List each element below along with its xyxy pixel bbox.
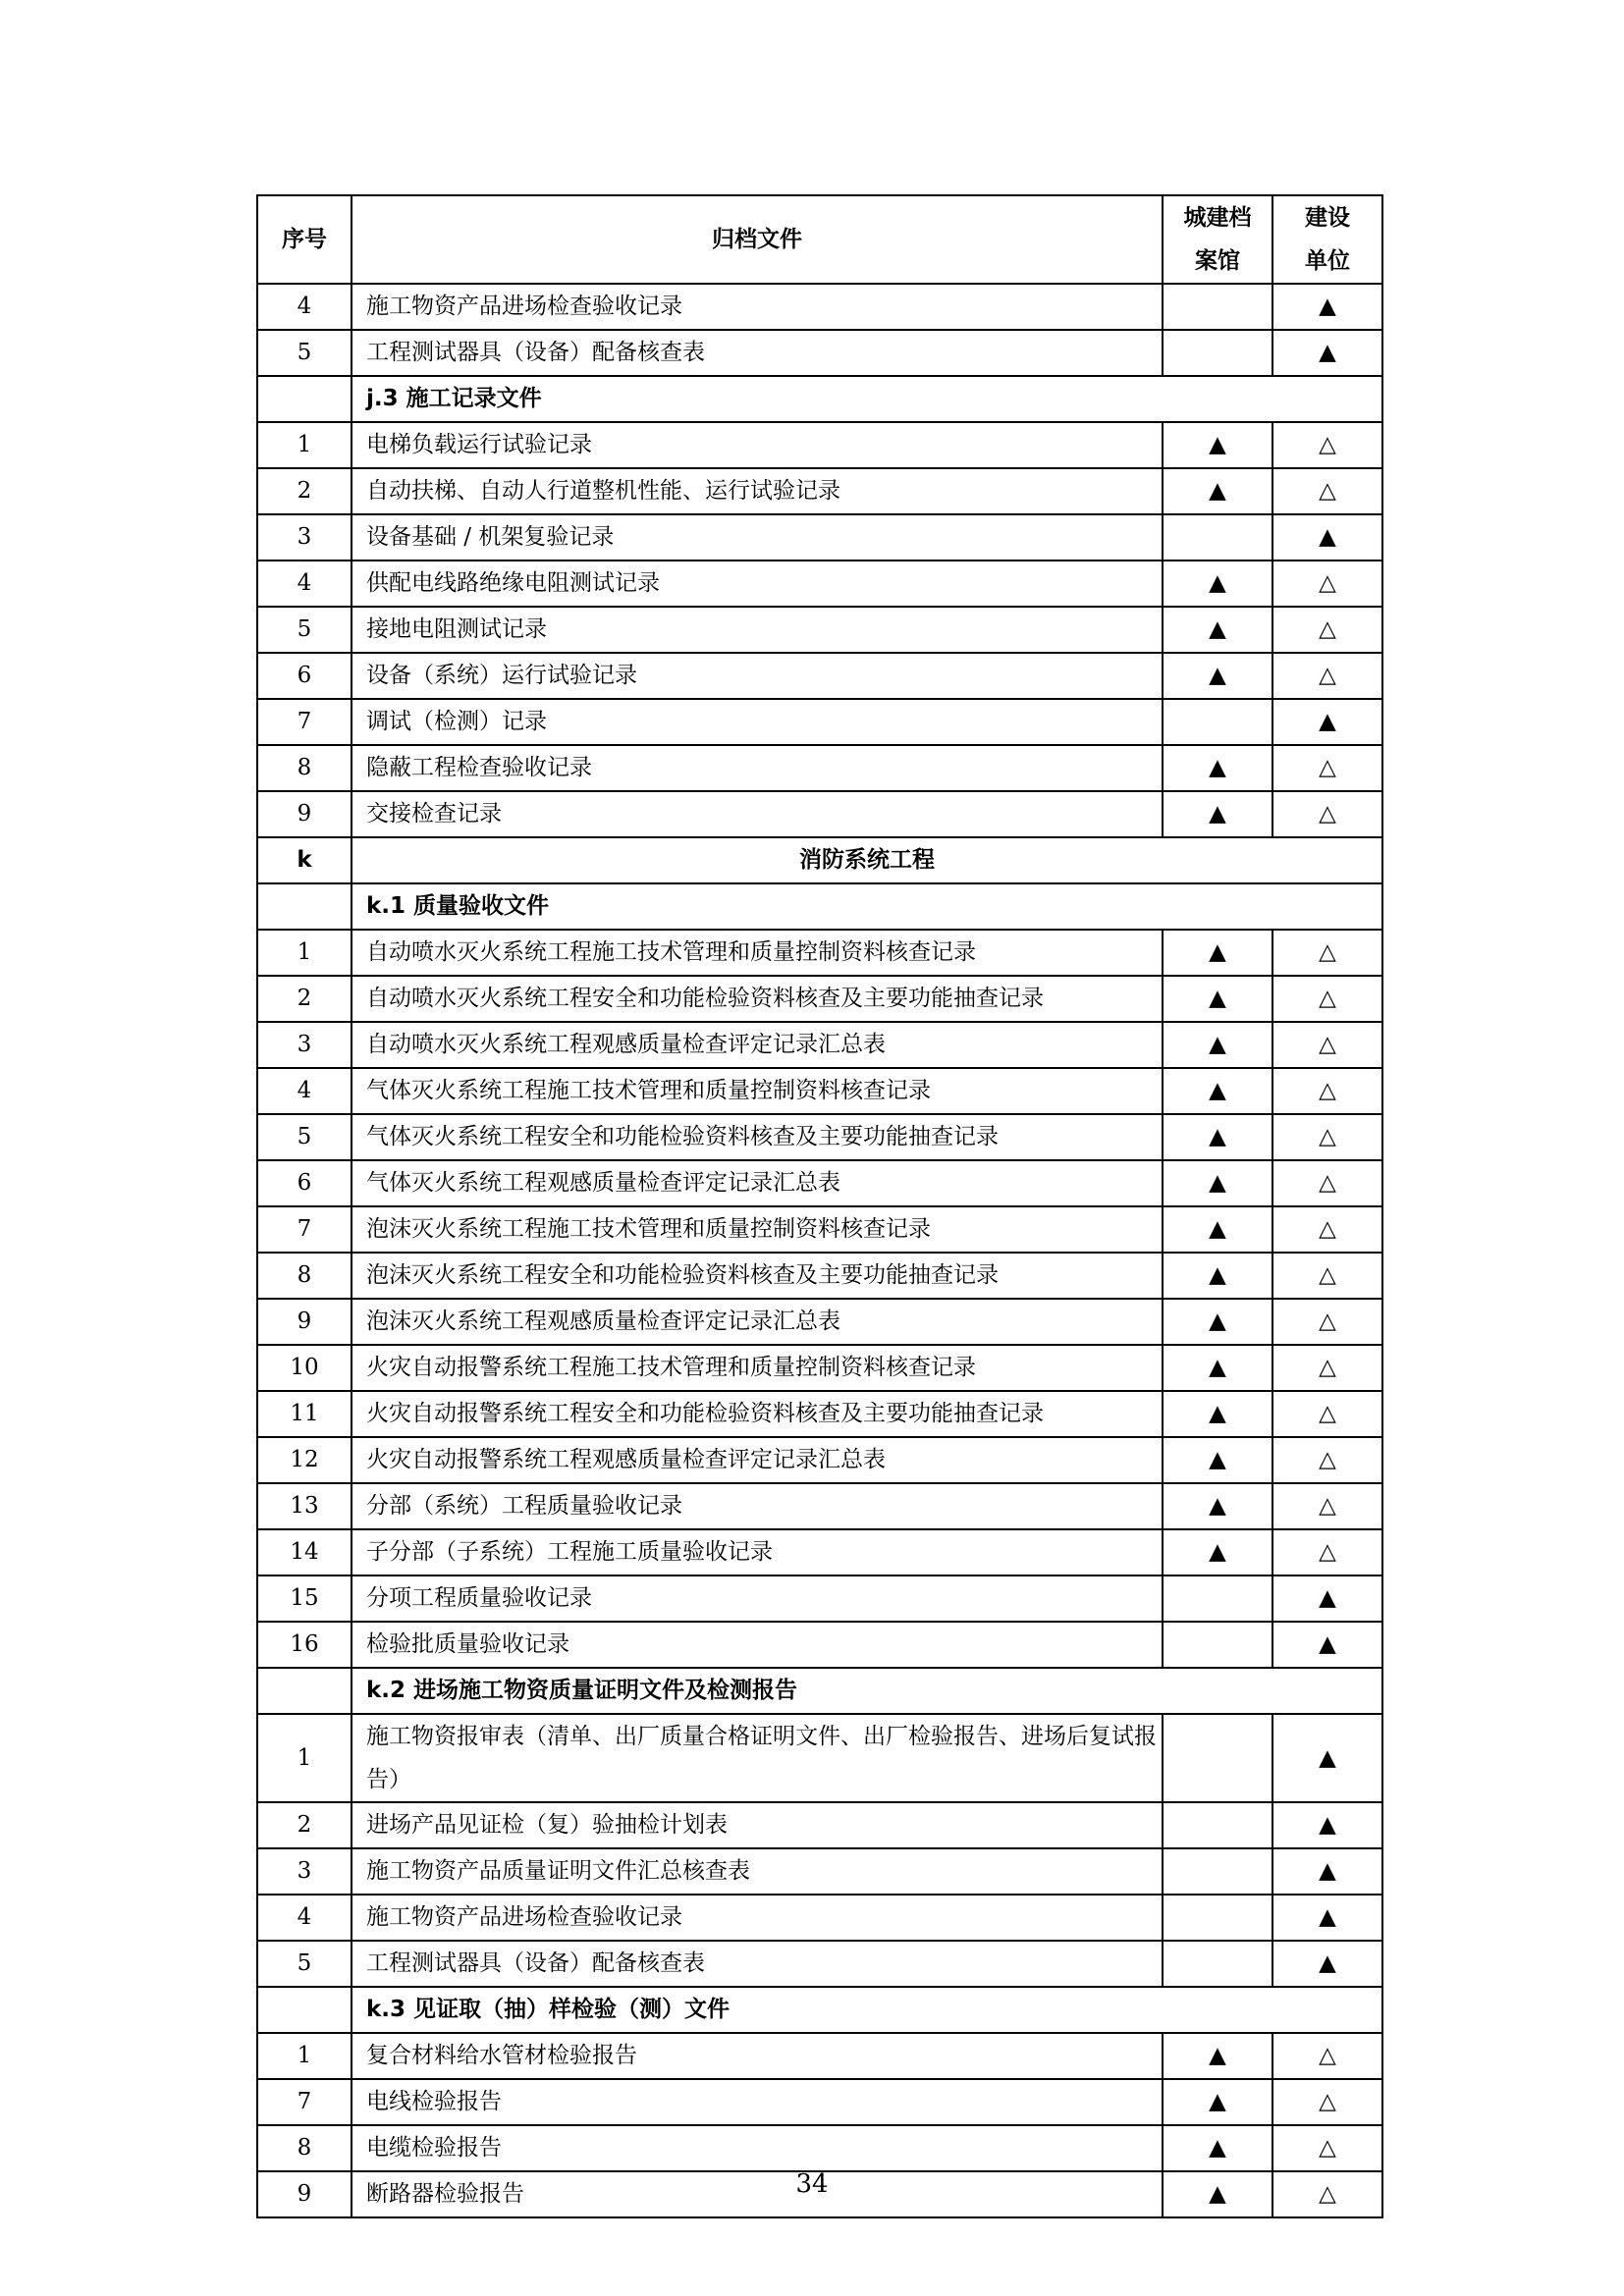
row-archive-mark: ▲ xyxy=(1163,1022,1272,1068)
table-header-row xyxy=(257,195,1382,284)
table-row xyxy=(257,1068,1382,1114)
row-archive-mark: ▲ xyxy=(1163,422,1272,468)
row-number: 8 xyxy=(257,745,352,791)
section-number xyxy=(257,1668,352,1714)
row-document: 分项工程质量验收记录 xyxy=(352,1575,1163,1622)
row-archive-mark: ▲ xyxy=(1163,930,1272,976)
row-archive-mark: ▲ xyxy=(1163,2079,1272,2125)
row-archive-mark: ▲ xyxy=(1163,2033,1272,2079)
section-number xyxy=(257,1987,352,2033)
row-document: 泡沫灭火系统工程观感质量检查评定记录汇总表 xyxy=(352,1299,1163,1345)
row-builder-mark: ▲ xyxy=(1272,1895,1382,1941)
row-archive-mark: ▲ xyxy=(1163,1299,1272,1345)
row-archive-mark xyxy=(1163,1941,1272,1987)
row-archive-mark xyxy=(1163,1848,1272,1895)
row-number: 9 xyxy=(257,1299,352,1345)
row-archive-mark: ▲ xyxy=(1163,1483,1272,1529)
row-number: 6 xyxy=(257,1160,352,1206)
table-row xyxy=(257,1802,1382,1848)
row-builder-mark: △ xyxy=(1272,1391,1382,1437)
row-document: 复合材料给水管材检验报告 xyxy=(352,2033,1163,2079)
archive-table xyxy=(256,194,1383,2218)
category-title: 消防系统工程 xyxy=(352,837,1382,883)
row-number: 3 xyxy=(257,1848,352,1895)
row-document: 设备基础 / 机架复验记录 xyxy=(352,514,1163,561)
table-row xyxy=(257,284,1382,330)
header-builder-line2: 单位 xyxy=(1305,248,1350,274)
row-number: 2 xyxy=(257,1802,352,1848)
row-archive-mark xyxy=(1163,1622,1272,1668)
row-builder-mark: ▲ xyxy=(1272,1848,1382,1895)
table-row xyxy=(257,653,1382,699)
table-row xyxy=(257,1529,1382,1575)
row-builder-mark: △ xyxy=(1272,745,1382,791)
row-document: 泡沫灭火系统工程安全和功能检验资料核查及主要功能抽查记录 xyxy=(352,1253,1163,1299)
row-number: 7 xyxy=(257,2079,352,2125)
row-builder-mark: ▲ xyxy=(1272,1575,1382,1622)
section-number xyxy=(257,376,352,422)
row-document: 设备（系统）运行试验记录 xyxy=(352,653,1163,699)
table-row xyxy=(257,1437,1382,1483)
row-document: 气体灭火系统工程施工技术管理和质量控制资料核查记录 xyxy=(352,1068,1163,1114)
row-number: 14 xyxy=(257,1529,352,1575)
row-archive-mark: ▲ xyxy=(1163,653,1272,699)
row-archive-mark: ▲ xyxy=(1163,1391,1272,1437)
row-number: 8 xyxy=(257,2125,352,2171)
row-builder-mark: ▲ xyxy=(1272,284,1382,330)
row-document: 进场产品见证检（复）验抽检计划表 xyxy=(352,1802,1163,1848)
row-archive-mark: ▲ xyxy=(1163,1206,1272,1253)
table-row xyxy=(257,1622,1382,1668)
row-archive-mark: ▲ xyxy=(1163,1529,1272,1575)
row-number: 2 xyxy=(257,976,352,1022)
table-row xyxy=(257,1160,1382,1206)
row-document: 自动喷水灭火系统工程安全和功能检验资料核查及主要功能抽查记录 xyxy=(352,976,1163,1022)
table-row xyxy=(257,1206,1382,1253)
table-row xyxy=(257,422,1382,468)
row-number: 8 xyxy=(257,1253,352,1299)
row-document: 泡沫灭火系统工程施工技术管理和质量控制资料核查记录 xyxy=(352,1206,1163,1253)
table-row xyxy=(257,607,1382,653)
row-builder-mark: △ xyxy=(1272,607,1382,653)
row-number: 4 xyxy=(257,561,352,607)
table-row xyxy=(257,1345,1382,1391)
section-title: k.1 质量验收文件 xyxy=(352,883,1382,930)
row-archive-mark: ▲ xyxy=(1163,1114,1272,1160)
row-archive-mark xyxy=(1163,1575,1272,1622)
row-number: 13 xyxy=(257,1483,352,1529)
row-archive-mark xyxy=(1163,1895,1272,1941)
row-number: 9 xyxy=(257,2171,352,2217)
table-row xyxy=(257,1299,1382,1345)
row-archive-mark: ▲ xyxy=(1163,607,1272,653)
row-builder-mark: △ xyxy=(1272,1345,1382,1391)
table-row xyxy=(257,2079,1382,2125)
row-document: 施工物资产品进场检查验收记录 xyxy=(352,284,1163,330)
row-builder-mark: △ xyxy=(1272,2033,1382,2079)
row-number: 4 xyxy=(257,1068,352,1114)
table-row xyxy=(257,791,1382,837)
table-row xyxy=(257,1022,1382,1068)
row-archive-mark: ▲ xyxy=(1163,1160,1272,1206)
row-archive-mark: ▲ xyxy=(1163,468,1272,514)
header-archive xyxy=(1163,195,1272,284)
row-document: 子分部（子系统）工程施工质量验收记录 xyxy=(352,1529,1163,1575)
table-row xyxy=(257,468,1382,514)
row-builder-mark: △ xyxy=(1272,976,1382,1022)
row-archive-mark: ▲ xyxy=(1163,561,1272,607)
header-archive-line1: 城建档 xyxy=(1183,205,1252,231)
row-document: 施工物资报审表（清单、出厂质量合格证明文件、出厂检验报告、进场后复试报告） xyxy=(352,1714,1163,1802)
table-row xyxy=(257,1253,1382,1299)
row-document: 接地电阻测试记录 xyxy=(352,607,1163,653)
row-document: 工程测试器具（设备）配备核查表 xyxy=(352,330,1163,376)
row-document: 火灾自动报警系统工程安全和功能检验资料核查及主要功能抽查记录 xyxy=(352,1391,1163,1437)
row-number: 4 xyxy=(257,284,352,330)
row-builder-mark: △ xyxy=(1272,1253,1382,1299)
row-document: 断路器检验报告 xyxy=(352,2171,1163,2217)
table-row xyxy=(257,561,1382,607)
row-builder-mark: ▲ xyxy=(1272,1622,1382,1668)
row-number: 4 xyxy=(257,1895,352,1941)
row-number: 6 xyxy=(257,653,352,699)
row-document: 分部（系统）工程质量验收记录 xyxy=(352,1483,1163,1529)
row-builder-mark: ▲ xyxy=(1272,1802,1382,1848)
table-row xyxy=(257,1575,1382,1622)
table-row xyxy=(257,745,1382,791)
section-row xyxy=(257,1668,1382,1714)
row-builder-mark: △ xyxy=(1272,1299,1382,1345)
row-archive-mark: ▲ xyxy=(1163,1437,1272,1483)
table-body xyxy=(257,284,1382,2217)
row-builder-mark: △ xyxy=(1272,2125,1382,2171)
row-document: 交接检查记录 xyxy=(352,791,1163,837)
row-archive-mark: ▲ xyxy=(1163,1253,1272,1299)
row-document: 施工物资产品质量证明文件汇总核查表 xyxy=(352,1848,1163,1895)
row-archive-mark: ▲ xyxy=(1163,745,1272,791)
row-builder-mark: ▲ xyxy=(1272,699,1382,745)
row-number: 1 xyxy=(257,422,352,468)
section-row xyxy=(257,883,1382,930)
table-row xyxy=(257,330,1382,376)
row-archive-mark xyxy=(1163,514,1272,561)
row-builder-mark: △ xyxy=(1272,1114,1382,1160)
row-number: 5 xyxy=(257,607,352,653)
row-archive-mark xyxy=(1163,699,1272,745)
table-row xyxy=(257,514,1382,561)
row-number: 11 xyxy=(257,1391,352,1437)
row-document: 调试（检测）记录 xyxy=(352,699,1163,745)
row-number: 9 xyxy=(257,791,352,837)
table-row xyxy=(257,930,1382,976)
row-builder-mark: ▲ xyxy=(1272,514,1382,561)
table-row xyxy=(257,1114,1382,1160)
section-row xyxy=(257,1987,1382,2033)
row-document: 工程测试器具（设备）配备核查表 xyxy=(352,1941,1163,1987)
row-builder-mark: △ xyxy=(1272,1206,1382,1253)
table-row xyxy=(257,1714,1382,1802)
row-number: 5 xyxy=(257,1941,352,1987)
section-row xyxy=(257,376,1382,422)
row-archive-mark: ▲ xyxy=(1163,2171,1272,2217)
row-builder-mark: △ xyxy=(1272,468,1382,514)
row-builder-mark: △ xyxy=(1272,1483,1382,1529)
page-number: 34 xyxy=(795,2169,829,2199)
row-builder-mark: ▲ xyxy=(1272,1714,1382,1802)
row-builder-mark: △ xyxy=(1272,1529,1382,1575)
row-document: 火灾自动报警系统工程施工技术管理和质量控制资料核查记录 xyxy=(352,1345,1163,1391)
table-row xyxy=(257,1483,1382,1529)
row-builder-mark: △ xyxy=(1272,1160,1382,1206)
row-builder-mark: ▲ xyxy=(1272,330,1382,376)
header-builder xyxy=(1272,195,1382,284)
table-row xyxy=(257,2033,1382,2079)
row-number: 1 xyxy=(257,930,352,976)
row-document: 自动喷水灭火系统工程观感质量检查评定记录汇总表 xyxy=(352,1022,1163,1068)
row-number: 3 xyxy=(257,1022,352,1068)
row-builder-mark: ▲ xyxy=(1272,1941,1382,1987)
row-archive-mark xyxy=(1163,1802,1272,1848)
section-number xyxy=(257,883,352,930)
row-archive-mark: ▲ xyxy=(1163,791,1272,837)
category-row xyxy=(257,837,1382,883)
row-archive-mark xyxy=(1163,284,1272,330)
section-title: k.3 见证取（抽）样检验（测）文件 xyxy=(352,1987,1382,2033)
row-document: 气体灭火系统工程观感质量检查评定记录汇总表 xyxy=(352,1160,1163,1206)
table-row xyxy=(257,1941,1382,1987)
row-archive-mark xyxy=(1163,330,1272,376)
row-archive-mark: ▲ xyxy=(1163,1068,1272,1114)
row-archive-mark: ▲ xyxy=(1163,2125,1272,2171)
row-document: 电梯负载运行试验记录 xyxy=(352,422,1163,468)
row-builder-mark: △ xyxy=(1272,2079,1382,2125)
row-document: 气体灭火系统工程安全和功能检验资料核查及主要功能抽查记录 xyxy=(352,1114,1163,1160)
row-builder-mark: △ xyxy=(1272,930,1382,976)
table-row xyxy=(257,2125,1382,2171)
row-number: 5 xyxy=(257,1114,352,1160)
row-archive-mark: ▲ xyxy=(1163,976,1272,1022)
row-document: 电线检验报告 xyxy=(352,2079,1163,2125)
row-document: 火灾自动报警系统工程观感质量检查评定记录汇总表 xyxy=(352,1437,1163,1483)
row-builder-mark: △ xyxy=(1272,2171,1382,2217)
category-letter: k xyxy=(257,837,352,883)
row-number: 12 xyxy=(257,1437,352,1483)
row-number: 1 xyxy=(257,2033,352,2079)
table-row xyxy=(257,699,1382,745)
row-number: 1 xyxy=(257,1714,352,1802)
row-number: 16 xyxy=(257,1622,352,1668)
table-row xyxy=(257,1848,1382,1895)
row-document: 供配电线路绝缘电阻测试记录 xyxy=(352,561,1163,607)
row-builder-mark: △ xyxy=(1272,422,1382,468)
header-doc: 归档文件 xyxy=(352,195,1163,284)
row-number: 15 xyxy=(257,1575,352,1622)
row-document: 检验批质量验收记录 xyxy=(352,1622,1163,1668)
row-number: 7 xyxy=(257,699,352,745)
header-builder-line1: 建设 xyxy=(1305,205,1350,231)
row-document: 自动喷水灭火系统工程施工技术管理和质量控制资料核查记录 xyxy=(352,930,1163,976)
table-row xyxy=(257,1895,1382,1941)
row-builder-mark: △ xyxy=(1272,1437,1382,1483)
table-row xyxy=(257,1391,1382,1437)
header-seq: 序号 xyxy=(257,195,352,284)
row-builder-mark: △ xyxy=(1272,1022,1382,1068)
row-document: 自动扶梯、自动人行道整机性能、运行试验记录 xyxy=(352,468,1163,514)
row-builder-mark: △ xyxy=(1272,561,1382,607)
row-number: 10 xyxy=(257,1345,352,1391)
row-number: 5 xyxy=(257,330,352,376)
row-archive-mark: ▲ xyxy=(1163,1345,1272,1391)
table-row xyxy=(257,976,1382,1022)
row-document: 隐蔽工程检查验收记录 xyxy=(352,745,1163,791)
row-number: 2 xyxy=(257,468,352,514)
row-document: 电缆检验报告 xyxy=(352,2125,1163,2171)
header-archive-line2: 案馆 xyxy=(1195,248,1240,274)
row-builder-mark: △ xyxy=(1272,791,1382,837)
row-archive-mark xyxy=(1163,1714,1272,1802)
section-title: k.2 进场施工物资质量证明文件及检测报告 xyxy=(352,1668,1382,1714)
row-number: 7 xyxy=(257,1206,352,1253)
section-title: j.3 施工记录文件 xyxy=(352,376,1382,422)
row-builder-mark: △ xyxy=(1272,1068,1382,1114)
row-builder-mark: △ xyxy=(1272,653,1382,699)
row-document: 施工物资产品进场检查验收记录 xyxy=(352,1895,1163,1941)
row-number: 3 xyxy=(257,514,352,561)
